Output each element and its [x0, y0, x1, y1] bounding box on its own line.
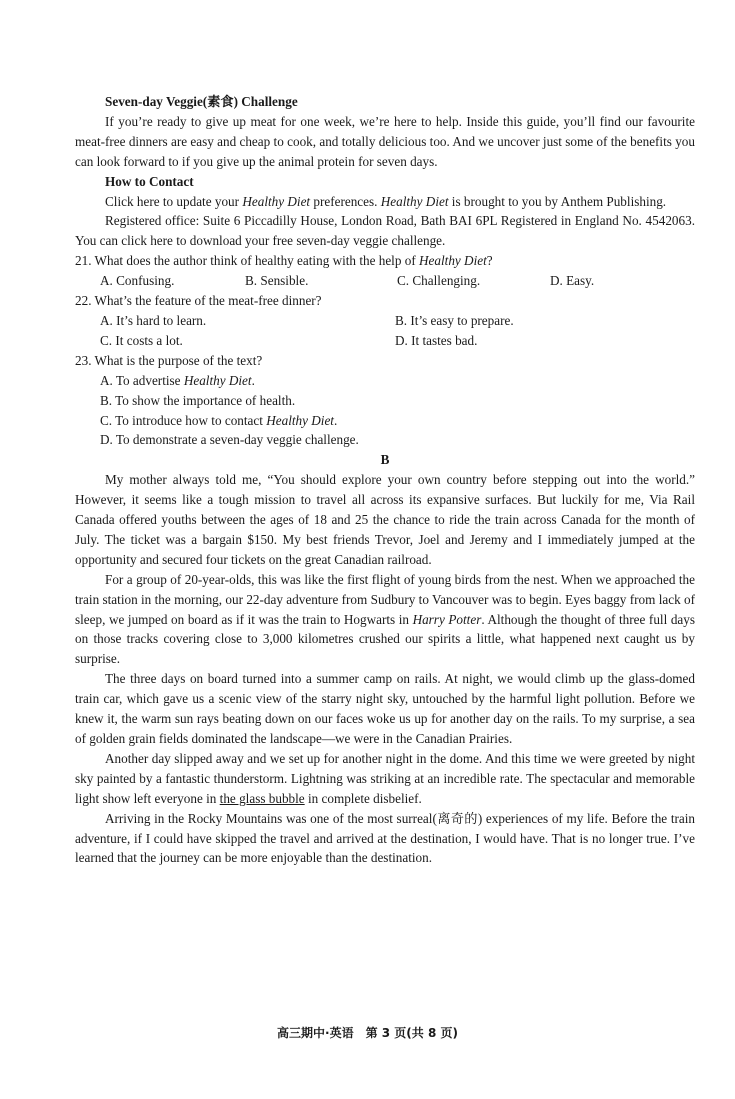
- italic-title: Healthy Diet: [380, 193, 449, 209]
- text-span: is brought to you by Anthem Publishing.: [448, 193, 667, 209]
- option: C. Challenging.: [397, 273, 481, 289]
- option: B. Sensible.: [245, 273, 309, 289]
- question-23: 23. What is the purpose of the text?: [75, 352, 263, 368]
- option: B. It’s easy to prepare.: [395, 312, 514, 328]
- section-a-intro: If you’re ready to give up meat for one week, we’re here to help. Inside this guide, you’ll find our favourite meat-free dinners are easy and cheap to cook, and totally delicious too. And we uncover just some of the benefits you can look forward to if you give up the animal protein for seven days.: [75, 113, 695, 169]
- passage-paragraph-4: [75, 749, 695, 809]
- text-span: .: [333, 412, 338, 428]
- option: A. Confusing.: [100, 273, 175, 289]
- text-span: .: [251, 372, 255, 388]
- text-span: C. To introduce how to contact: [100, 412, 267, 428]
- option: B. To show the importance of health.: [100, 392, 296, 408]
- question-22-options-row-2: [75, 331, 695, 351]
- italic-title: Healthy Diet: [183, 372, 252, 388]
- text-span: For a group of 20-year-olds, this was like the first flight of young birds from the nest. When we approached the train station in the morning, our 22-day adventure from Sudbury to Vancouver was to begin. Eyes baggy from lack of sleep, we jumped on board as if it was the train to Hogwarts in: [75, 571, 695, 627]
- text-span: . Although the thought of three full days on those tracks covering close to 3,000 kilometres crushed our spirits a little, what happened next caught us by surprise.: [75, 611, 695, 667]
- italic-title: Harry Potter: [412, 611, 482, 627]
- italic-title: Healthy Diet: [242, 193, 311, 209]
- passage-paragraph-5: Arriving in the Rocky Mountains was one of the most surreal(离奇的) experiences of my life. Before the train adventure, if I could have skipped the travel and arrived at the destination, I would have. That is no longer true. I’ve learned that the journey can be more enjoyable than the destination.: [75, 810, 695, 866]
- option: [75, 371, 695, 391]
- text-span: ?: [486, 253, 493, 269]
- option: D. Easy.: [550, 273, 595, 289]
- contact-heading: How to Contact: [105, 173, 194, 189]
- text-span: in complete disbelief.: [304, 790, 422, 806]
- section-a-title: Seven-day Veggie(素食) Challenge: [105, 94, 298, 109]
- question-22: 22. What’s the feature of the meat-free dinner?: [75, 293, 322, 309]
- question-21: [75, 251, 695, 271]
- section-b-heading: B: [380, 452, 390, 468]
- option: [75, 411, 695, 431]
- passage-paragraph-1: My mother always told me, “You should explore your own country before stepping out into the world.” However, it seems like a tough mission to travel all across its expansive surfaces. But luckily for me, Via Rail Canada offered youths between the ages of 18 and 25 the chance to ride the train across Canada for the month of July. The ticket was a bargain $150. My best friends Trevor, Joel and Jeremy and I immediately jumped at the opportunity and secured four tickets on the great Canadian railroad.: [75, 472, 695, 567]
- contact-paragraph-1: [75, 192, 695, 212]
- option: C. It costs a lot.: [100, 332, 183, 348]
- text-span: A. To advertise: [100, 372, 184, 388]
- italic-title: Healthy Diet: [266, 412, 334, 428]
- text-span: Another day slipped away and we set up for another night in the dome. And this time we were greeted by night sky painted by a fantastic thunderstorm. Lightning was striking at an incredible rate. The spectacular and memorable light show left everyone in: [75, 750, 695, 806]
- question-22-options-row-1: [75, 311, 695, 331]
- question-21-options: [75, 271, 695, 291]
- contact-paragraph-2: Registered office: Suite 6 Piccadilly House, London Road, Bath BAI 6PL Registered in England No. 4542063. You can click here to download your free seven-day veggie challenge.: [75, 213, 695, 249]
- exam-page: [75, 92, 695, 868]
- option: D. To demonstrate a seven-day veggie challenge.: [100, 432, 359, 448]
- text-span: preferences.: [310, 193, 381, 209]
- underlined-phrase: the glass bubble: [219, 790, 305, 806]
- option: A. It’s hard to learn.: [100, 312, 207, 328]
- text-span: Click here to update your: [105, 193, 243, 209]
- italic-title: Healthy Diet: [419, 253, 487, 269]
- text-span: 21. What does the author think of healthy eating with the help of: [75, 253, 420, 269]
- passage-paragraph-2: [75, 570, 695, 670]
- page-footer: 高三期中·英语 第 3 页(共 8 页): [277, 1026, 458, 1040]
- option: D. It tastes bad.: [395, 332, 478, 348]
- passage-paragraph-3: The three days on board turned into a summer camp on rails. At night, we would climb up the glass-domed train car, which gave us a scenic view of the starry night sky, untouched by the harmful light pollution. Before we knew it, the warm sun rays beating down on our faces woke us up for another day on the rails. To my surprise, a sea of golden grain fields dominated the landscape—we were in the Canadian Prairies.: [75, 671, 695, 746]
